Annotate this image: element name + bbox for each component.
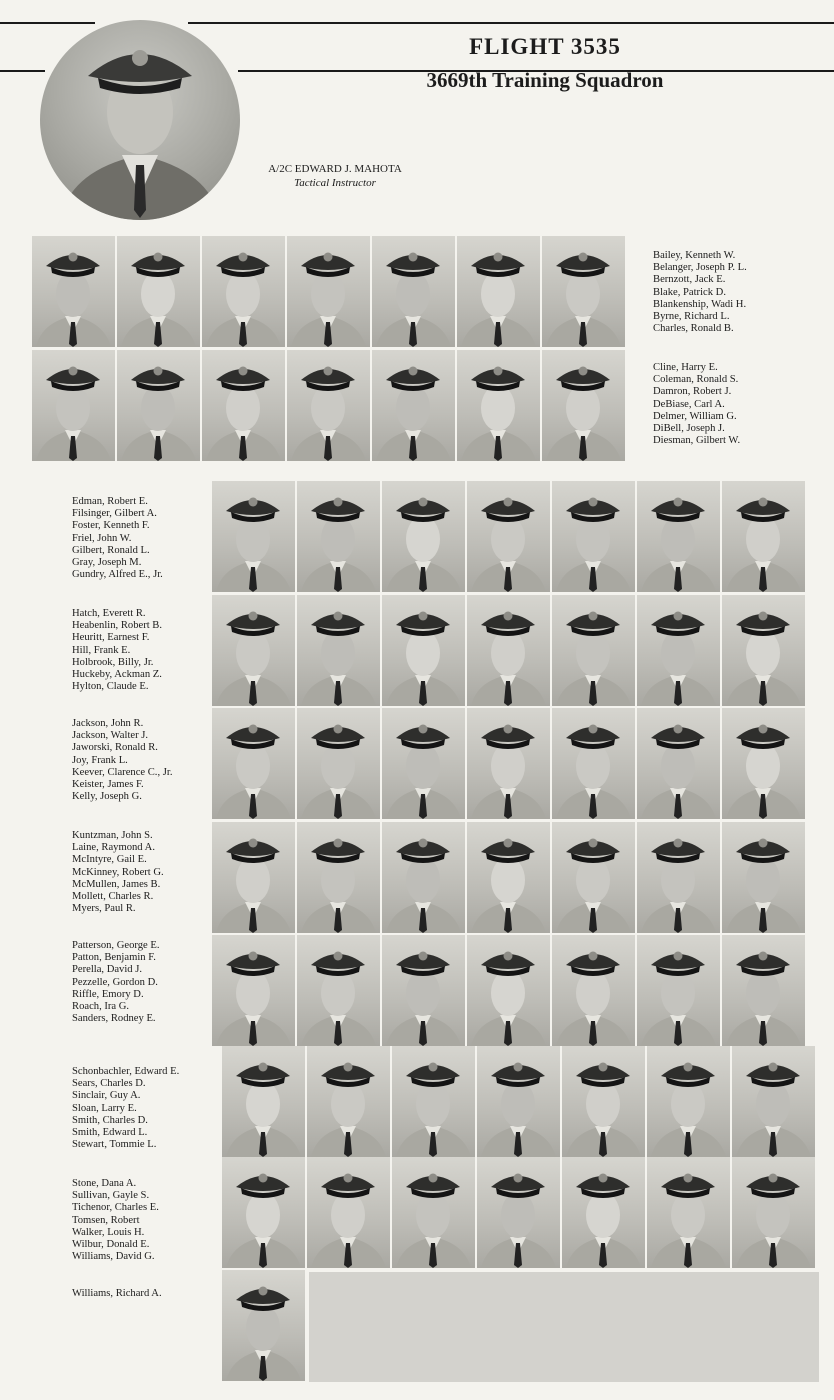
trainee-photo: [297, 708, 380, 819]
trainee-photo: [382, 708, 465, 819]
trainee-photo: [552, 822, 635, 933]
trainee-name: Filsinger, Gilbert A.: [72, 508, 157, 520]
trainee-photo: [117, 236, 200, 347]
trainee-photo: [212, 481, 295, 592]
trainee-name: Holbrook, Billy, Jr.: [72, 656, 154, 668]
trainee-name: Belanger, Joseph P. L.: [653, 262, 747, 274]
trainee-name: Smith, Charles D.: [72, 1114, 148, 1126]
trainee-name: Coleman, Ronald S.: [653, 374, 739, 386]
instructor-caption: [240, 162, 430, 190]
trainee-photo: [287, 236, 370, 347]
name-list: [72, 1288, 162, 1300]
trainee-name: Gray, Joseph M.: [72, 557, 142, 569]
trainee-name: Keever, Clarence C., Jr.: [72, 766, 173, 778]
trainee-photo: [722, 595, 805, 706]
trainee-photo: [287, 350, 370, 461]
trainee-photo: [212, 595, 295, 706]
trainee-name: Perella, David J.: [72, 964, 143, 976]
header-rule-top-right: [188, 22, 834, 24]
trainee-name: Joy, Frank L.: [72, 754, 128, 766]
trainee-photo: [467, 595, 550, 706]
trainee-photo: [372, 236, 455, 347]
trainee-photo: [382, 935, 465, 1046]
trainee-name: Smith, Edward L.: [72, 1127, 148, 1139]
trainee-name: Blankenship, Wadi H.: [653, 298, 747, 310]
trainee-photo: [732, 1046, 815, 1157]
photo-row: [222, 1270, 305, 1381]
name-list: [72, 496, 163, 581]
trainee-name: Williams, David G.: [72, 1251, 155, 1263]
trainee-name: Diesman, Gilbert W.: [653, 435, 741, 447]
trainee-photo: [467, 822, 550, 933]
name-list: [72, 1066, 179, 1151]
trainee-name: Schonbachler, Edward E.: [72, 1066, 180, 1077]
photo-row: [212, 822, 805, 933]
instructor-portrait: [40, 20, 240, 220]
trainee-photo: [307, 1157, 390, 1268]
empty-photo-area: [309, 1272, 819, 1382]
trainee-photo: [457, 350, 540, 461]
trainee-name: Delmer, William G.: [653, 410, 737, 422]
trainee-photo: [297, 935, 380, 1046]
trainee-photo: [212, 822, 295, 933]
trainee-photo: [637, 822, 720, 933]
trainee-photo: [32, 236, 115, 347]
photo-row: [212, 708, 805, 819]
trainee-photo: [477, 1046, 560, 1157]
name-list: [72, 1178, 159, 1263]
name-list: [653, 362, 740, 447]
trainee-photo: [647, 1046, 730, 1157]
trainee-photo: [372, 350, 455, 461]
trainee-name: Walker, Louis H.: [72, 1226, 145, 1238]
trainee-photo: [457, 236, 540, 347]
trainee-name: Sinclair, Guy A.: [72, 1090, 141, 1102]
trainee-name: DiBell, Joseph J.: [653, 423, 725, 435]
trainee-name: DeBiase, Carl A.: [653, 398, 725, 410]
name-list: [72, 940, 159, 1025]
trainee-photo: [392, 1157, 475, 1268]
instructor-role: Tactical Instructor: [294, 177, 376, 189]
trainee-name: Edman, Robert E.: [72, 496, 148, 507]
trainee-photo: [382, 822, 465, 933]
squadron-title: 3669th Training Squadron: [426, 68, 664, 92]
name-list: [72, 608, 162, 693]
trainee-photo: [637, 595, 720, 706]
trainee-name: Tomsen, Robert: [72, 1214, 140, 1226]
trainee-name: Roach, Ira G.: [72, 1001, 130, 1013]
trainee-photo: [722, 481, 805, 592]
trainee-photo: [32, 350, 115, 461]
trainee-photo: [552, 708, 635, 819]
trainee-photo: [467, 935, 550, 1046]
trainee-name: Byrne, Richard L.: [653, 311, 730, 323]
trainee-name: McMullen, James B.: [72, 878, 161, 890]
photo-row: [212, 935, 805, 1046]
trainee-photo: [722, 935, 805, 1046]
name-list: [72, 718, 172, 803]
trainee-name: Jackson, John R.: [72, 718, 144, 729]
trainee-name: Williams, Richard A.: [72, 1288, 162, 1299]
photo-row: [212, 595, 805, 706]
trainee-name: Bernzott, Jack E.: [653, 274, 726, 286]
trainee-photo: [382, 481, 465, 592]
trainee-photo: [552, 935, 635, 1046]
trainee-photo: [722, 708, 805, 819]
trainee-photo: [722, 822, 805, 933]
trainee-name: Laine, Raymond A.: [72, 842, 155, 854]
trainee-name: Jackson, Walter J.: [72, 730, 149, 742]
trainee-photo: [297, 822, 380, 933]
trainee-name: Friel, John W.: [72, 532, 132, 544]
trainee-photo: [382, 595, 465, 706]
photo-row: [32, 236, 625, 347]
trainee-photo: [202, 236, 285, 347]
trainee-name: Patterson, George E.: [72, 940, 160, 951]
trainee-name: Sears, Charles D.: [72, 1078, 146, 1090]
trainee-photo: [637, 708, 720, 819]
trainee-name: Hylton, Claude E.: [72, 681, 149, 693]
trainee-name: Patton, Benjamin F.: [72, 952, 156, 964]
trainee-name: Pezzelle, Gordon D.: [72, 976, 158, 988]
trainee-name: Bailey, Kenneth W.: [653, 250, 736, 261]
trainee-photo: [117, 350, 200, 461]
trainee-name: Sullivan, Gayle S.: [72, 1190, 150, 1202]
trainee-name: Sanders, Rodney E.: [72, 1013, 156, 1025]
trainee-photo: [477, 1157, 560, 1268]
trainee-photo: [562, 1046, 645, 1157]
trainee-photo: [467, 708, 550, 819]
trainee-photo: [467, 481, 550, 592]
trainee-name: Jaworski, Ronald R.: [72, 742, 158, 754]
trainee-photo: [552, 595, 635, 706]
trainee-photo: [732, 1157, 815, 1268]
trainee-name: Kelly, Joseph G.: [72, 791, 142, 803]
trainee-name: Mollett, Charles R.: [72, 891, 154, 903]
trainee-photo: [307, 1046, 390, 1157]
trainee-photo: [637, 935, 720, 1046]
trainee-photo: [542, 350, 625, 461]
name-list: [653, 250, 747, 335]
trainee-name: Tichenor, Charles E.: [72, 1202, 159, 1214]
trainee-photo: [202, 350, 285, 461]
photo-row: [212, 481, 805, 592]
header-rule-mid-left: [0, 70, 45, 72]
trainee-photo: [562, 1157, 645, 1268]
trainee-name: Gundry, Alfred E., Jr.: [72, 569, 163, 581]
trainee-name: Damron, Robert J.: [653, 386, 732, 398]
trainee-name: Stewart, Tommie L.: [72, 1139, 157, 1151]
trainee-photo: [542, 236, 625, 347]
trainee-photo: [552, 481, 635, 592]
trainee-name: Huckeby, Ackman Z.: [72, 669, 162, 681]
trainee-photo: [222, 1157, 305, 1268]
trainee-name: Hatch, Everett R.: [72, 608, 146, 619]
trainee-name: Sloan, Larry E.: [72, 1102, 137, 1114]
trainee-name: Charles, Ronald B.: [653, 323, 734, 335]
trainee-name: Heuritt, Earnest F.: [72, 632, 150, 644]
trainee-name: Wilbur, Donald E.: [72, 1239, 150, 1251]
trainee-name: McKinney, Robert G.: [72, 866, 164, 878]
trainee-name: Hill, Frank E.: [72, 644, 131, 656]
trainee-name: Cline, Harry E.: [653, 362, 718, 373]
trainee-photo: [222, 1270, 305, 1381]
trainee-name: Kuntzman, John S.: [72, 830, 153, 841]
instructor-name: A/2C EDWARD J. MAHOTA: [268, 163, 402, 175]
photo-row: [32, 350, 625, 461]
header-rule-top-left: [0, 22, 95, 24]
photo-row: [222, 1046, 815, 1157]
trainee-photo: [637, 481, 720, 592]
trainee-photo: [222, 1046, 305, 1157]
trainee-name: Keister, James F.: [72, 779, 144, 791]
flight-title: FLIGHT 3535: [469, 34, 621, 59]
trainee-photo: [212, 935, 295, 1046]
trainee-photo: [392, 1046, 475, 1157]
trainee-photo: [212, 708, 295, 819]
trainee-name: Riffle, Emory D.: [72, 988, 144, 1000]
trainee-name: Blake, Patrick D.: [653, 286, 726, 298]
trainee-name: Foster, Kenneth F.: [72, 520, 150, 532]
trainee-name: Gilbert, Ronald L.: [72, 544, 150, 556]
trainee-name: Heabenlin, Robert B.: [72, 620, 163, 632]
name-list: [72, 830, 164, 915]
trainee-photo: [297, 481, 380, 592]
trainee-name: McIntyre, Gail E.: [72, 854, 147, 866]
trainee-photo: [297, 595, 380, 706]
trainee-name: Stone, Dana A.: [72, 1178, 137, 1189]
trainee-photo: [647, 1157, 730, 1268]
photo-row: [222, 1157, 815, 1268]
trainee-name: Myers, Paul R.: [72, 903, 136, 915]
